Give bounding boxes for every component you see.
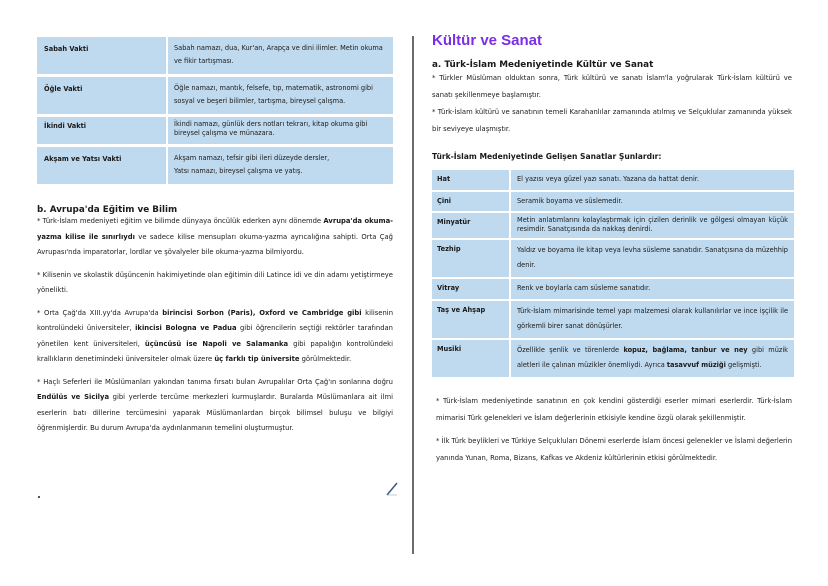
table-row bbox=[432, 240, 794, 277]
time-cell: İkindi Vakti bbox=[37, 117, 166, 144]
art-name-cell: Vitray bbox=[432, 279, 509, 299]
arts-table-title: Türk-İslam Medeniyetinde Gelişen Sanatlar Şunlardır: bbox=[432, 152, 662, 161]
art-desc-cell: Yaldız ve boyama ile kitap veya levha süsleme sanatıdır. Sanatçısına da müzehhip denir. bbox=[509, 240, 794, 277]
table-row bbox=[432, 301, 794, 338]
art-desc-cell: Türk-İslam mimarisinde temel yapı malzemesi olarak kullanılırlar ve ince işçilik ile görkemli birer sanat dönüşürler. bbox=[509, 301, 794, 338]
paragraph: * Türk-İslam kültürü ve sanatının temeli Karahanlılar zamanında atılmış ve Selçuklular zamanında yüksek bir seviyeye ulaşmıştır. bbox=[432, 108, 792, 133]
art-name-cell: Tezhip bbox=[432, 240, 509, 277]
page-corner-mark-icon bbox=[386, 482, 398, 496]
art-name-cell: Çini bbox=[432, 192, 509, 212]
table-row bbox=[432, 340, 794, 377]
art-desc-cell: Renk ve boylarla cam süsleme sanatıdır. bbox=[509, 279, 794, 299]
section-europe-education bbox=[37, 205, 393, 437]
art-name-cell: Hat bbox=[432, 170, 509, 190]
table-row bbox=[432, 279, 794, 299]
table-row bbox=[37, 147, 393, 184]
activity-line: Akşam namazı, tefsir gibi ileri düzeyde dersler, bbox=[174, 154, 330, 162]
table-row bbox=[432, 213, 794, 238]
paragraph: * Türk-İslam medeniyetinde sanatının en çok kendini gösterdiği eserler mimari eserlerdir. Türk-İslam mimarisi Türk gelenekleri ve İslam değerlerinin etkisiyle kendine özgü olarak şekillenmiştir. bbox=[436, 397, 792, 422]
table-row bbox=[37, 37, 393, 74]
page-divider bbox=[412, 36, 414, 554]
art-desc-cell: El yazısı veya güzel yazı sanatı. Yazana da hattat denir. bbox=[509, 170, 794, 190]
page-title: Kültür ve Sanat bbox=[432, 32, 543, 49]
paragraph: * Orta Çağ'da XIII.yy'da Avrupa'da birincisi Sorbon (Paris), Oxford ve Cambridge gibi kilisenin kontrolündeki üniversiteler, ikincisi Bologna ve Padua gibi öğrencilerin seçtiği rektörler tarafından yönetilen kent üniversiteleri, üçüncüsü ise Napoli ve Salamanka gibi papalığın kontrolündeki krallıkların denetimindeki üniversiteler olmak üzere üç farklı tip üniversite görülmektedir. bbox=[37, 308, 393, 363]
art-name-cell: Minyatür bbox=[432, 213, 509, 238]
table-row bbox=[432, 170, 794, 190]
time-cell: Akşam ve Yatsı Vakti bbox=[37, 147, 166, 184]
art-name-cell: Musiki bbox=[432, 340, 509, 377]
architecture-notes bbox=[436, 393, 792, 466]
paragraph: * Haçlı Seferleri ile Müslümanları yakından tanıma fırsatı bulan Avrupalılar Orta Çağ'ın sonlarına doğru Endülüs ve Sicilya gibi yerlerde tercüme merkezleri kurmuşlardır. Buralarda Müslümanlara ait ilmi eserlerin batı dillerine tercümesini yaparak Müslümanlardan birçok bilimsel buluşu ve bilgiyi öğrenmişlerdir. Bu durum Avrupa'da aydınlanmanın temelini oluşturmuştur. bbox=[37, 377, 393, 432]
activity-cell: Sabah namazı, dua, Kur'an, Arapça ve dini ilimler. Metin okuma ve fikir tartışması. bbox=[166, 37, 393, 74]
table-row bbox=[37, 77, 393, 114]
time-cell: Öğle Vakti bbox=[37, 77, 166, 114]
daily-schedule-table bbox=[37, 34, 393, 187]
table-row bbox=[432, 192, 794, 212]
art-name-cell: Taş ve Ahşap bbox=[432, 301, 509, 338]
art-desc-cell: Seramik boyama ve süslemedir. bbox=[509, 192, 794, 212]
paragraph: * Türk-İslam medeniyeti eğitim ve bilimde dünyaya öncülük ederken aynı dönemde Avrupa'da okuma-yazma kilise ile sınırlıydı ve sadece kilise mensupları okuma-yazma ayrıcalığına sahipti. Orta Çağ Avrupası'nda imparatorlar, lordlar ve şövalyeler bile okuma-yazma bilmiyordu. bbox=[37, 217, 393, 256]
section-heading: a. Türk-İslam Medeniyetinde Kültür ve Sanat bbox=[432, 60, 654, 70]
section-turk-islam-culture bbox=[432, 60, 792, 138]
time-cell: Sabah Vakti bbox=[37, 37, 166, 74]
paragraph: * Kilisenin ve skolastik düşüncenin hakimiyetinde olan eğitimin dili Latince idi ve din adamı yetiştirmeye yönelikti. bbox=[37, 270, 393, 294]
stray-mark bbox=[38, 496, 40, 498]
section-heading: b. Avrupa'da Eğitim ve Bilim bbox=[37, 205, 178, 215]
activity-cell: İkindi namazı, günlük ders notları tekrarı, kitap okuma gibi bireysel çalışma ve münazara. bbox=[166, 117, 393, 144]
paragraph: * İlk Türk beylikleri ve Türkiye Selçukluları Dönemi eserlerde İslam öncesi gelenekler ve İslami değerlerin yanında Yunan, Roma, Bizans, Kafkas ve Akdeniz kültürlerinin etkisi görülmektedir. bbox=[436, 437, 792, 462]
arts-table bbox=[432, 168, 794, 379]
activity-line: Yatsı namazı, bireysel çalışma ve yatış. bbox=[174, 167, 303, 175]
art-desc-cell: Özellikle şenlik ve törenlerde kopuz, bağlama, tanbur ve ney gibi müzik aletleri ile çalınan müzikler önemliydi. Ayrıca tasavvuf müziği gelişmişti. bbox=[509, 340, 794, 377]
table-row bbox=[37, 117, 393, 144]
activity-cell: Öğle namazı, mantık, felsefe, tıp, matematik, astronomi gibi sosyal ve beşeri bilimler, tartışma, bireysel çalışma. bbox=[166, 77, 393, 114]
art-desc-cell: Metin anlatımlarını kolaylaştırmak için çizilen derinlik ve gölgesi olmayan küçük resimdir. Sanatçısında da nakkaş denirdi. bbox=[509, 213, 794, 238]
activity-cell bbox=[166, 147, 393, 184]
paragraph: * Türkler Müslüman olduktan sonra, Türk kültürü ve sanatı İslam'la yoğrularak Türk-İslam kültürü ve sanatı şekillenmeye başlamıştır. bbox=[432, 74, 792, 99]
